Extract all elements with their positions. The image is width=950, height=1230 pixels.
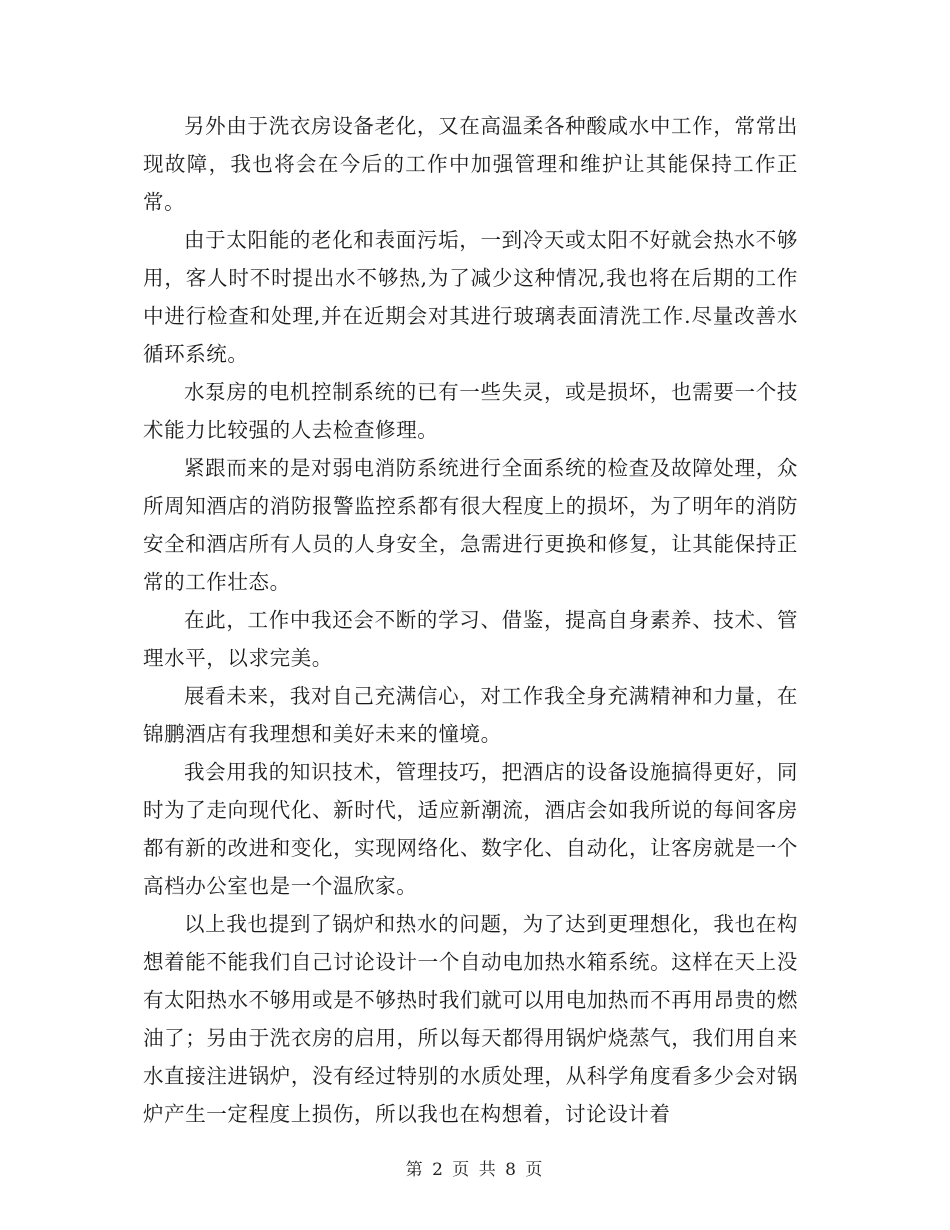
paragraph-pump-room: 水泵房的电机控制系统的已有一些失灵，或是损坏，也需要一个技术能力比较强的人去检查修理。 <box>143 380 798 442</box>
paragraph-modernization: 我会用我的知识技术，管理技巧，把酒店的设备设施搞得更好，同时为了走向现代化、新时代，适应新潮流，酒店会如我所说的每间客房都有新的改进和变化，实现网络化、数字化、自动化，让客房就是一个高档办公室也是一个温欣家。 <box>143 760 798 898</box>
paragraph-boiler: 以上我也提到了锅炉和热水的问题，为了达到更理想化，我也在构想着能不能我们自己讨论设计一个自动电加热水箱系统。这样在天上没有太阳热水不够用或是不够热时我们就可以用电加热而不再用昂贵的燃油了；另由于洗衣房的启用，所以每天都得用锅炉烧蒸气，我们用自来水直接注进锅炉，没有经过特别的水质处理，从科学角度看多少会对锅炉产生一定程度上损伤，所以我也在构想着，讨论设计着 <box>143 912 798 1126</box>
paragraph-laundry: 另外由于洗衣房设备老化，又在高温柔各种酸咸水中工作，常常出现故障，我也将会在今后的工作中加强管理和维护让其能保持工作正常。 <box>143 114 798 214</box>
page-footer: 第 2 页 共 8 页 <box>405 1160 545 1180</box>
paragraph-learning: 在此，工作中我还会不断的学习、借鉴，提高自身素养、技术、管理水平，以求完美。 <box>143 608 798 670</box>
paragraph-fire-system: 紧跟而来的是对弱电消防系统进行全面系统的检查及故障处理，众所周知酒店的消防报警监控系都有很大程度上的损坏，为了明年的消防安全和酒店所有人员的人身安全，急需进行更换和修复，让其能保持正常的工作壮态。 <box>143 456 798 594</box>
paragraph-future: 展看未来，我对自己充满信心，对工作我全身充满精神和力量，在锦鹏酒店有我理想和美好未来的憧境。 <box>143 684 798 746</box>
paragraph-solar: 由于太阳能的老化和表面污垢，一到冷天或太阳不好就会热水不够用，客人时不时提出水不够热,为了减少这种情况,我也将在后期的工作中进行检查和处理,并在近期会对其进行玻璃表面清洗工作.尽量改善水循环系统。 <box>143 228 798 366</box>
document-body <box>143 107 798 1133</box>
